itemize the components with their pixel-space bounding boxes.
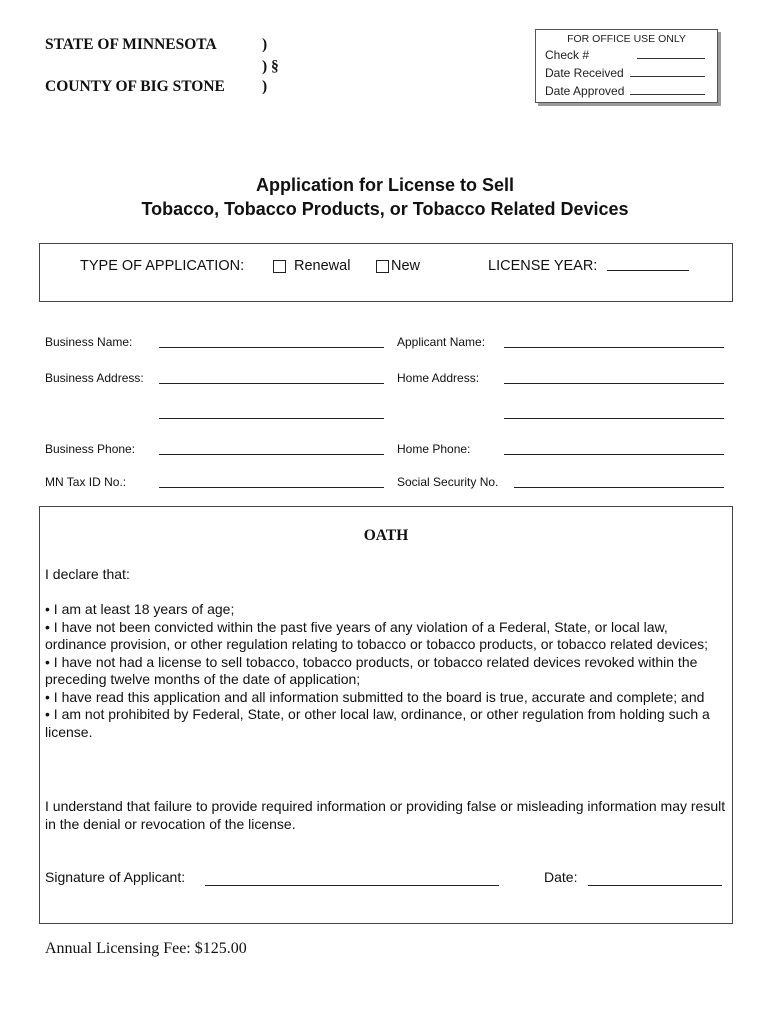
oath-list <box>45 601 730 741</box>
oath-item: • I have read this application and all information submitted to the board is true, accurate and complete; and <box>45 688 705 705</box>
home-phone-line[interactable] <box>504 454 724 455</box>
business-address-line[interactable] <box>159 383 384 384</box>
new-label: New <box>391 258 421 274</box>
office-use-box <box>535 29 718 103</box>
oath-title: OATH <box>363 527 409 544</box>
oath-item: • I have not been convicted within the past five years of any violation of a Federal, State, or local law, ordinance provision, or other regulation relating to tobacco or tobacco products, or tobacco related devices; <box>45 618 709 652</box>
oath-item: • I am not prohibited by Federal, State, or other local law, ordinance, or other regulation from holding such a license. <box>45 706 710 740</box>
ssn-label: Social Security No. <box>397 475 499 489</box>
business-address-label: Business Address: <box>45 371 144 385</box>
oath-understand: I understand that failure to provide required information or providing false or misleading information may result in the denial or revocation of the license. <box>45 798 726 832</box>
business-phone-line[interactable] <box>159 454 384 455</box>
home-address-line-2[interactable] <box>504 418 724 419</box>
signature-label: Signature of Applicant: <box>45 869 186 885</box>
signature-line[interactable] <box>205 885 499 886</box>
check-number-line[interactable] <box>637 58 705 59</box>
date-received-line[interactable] <box>630 76 705 77</box>
oath-intro: I declare that: <box>45 566 130 582</box>
date-approved-row <box>545 82 705 98</box>
date-received-row <box>545 64 705 80</box>
venue-section-mark: ) § <box>262 58 279 75</box>
venue-paren: ) <box>262 36 268 53</box>
business-phone-label: Business Phone: <box>45 442 136 456</box>
business-name-label: Business Name: <box>45 335 133 349</box>
check-number-label: Check # <box>545 48 590 62</box>
new-checkbox[interactable] <box>376 260 389 273</box>
form-title-line2: Tobacco, Tobacco Products, or Tobacco Related Devices <box>141 199 629 219</box>
date-approved-label: Date Approved <box>545 84 625 98</box>
state-label: STATE OF MINNESOTA <box>45 36 217 53</box>
applicant-name-label: Applicant Name: <box>397 335 486 349</box>
applicant-name-line[interactable] <box>504 347 724 348</box>
home-phone-label: Home Phone: <box>397 442 471 456</box>
mn-tax-id-label: MN Tax ID No.: <box>45 475 127 489</box>
home-address-line[interactable] <box>504 383 724 384</box>
venue-paren: ) <box>262 78 268 95</box>
application-type-label: TYPE OF APPLICATION: <box>80 258 245 274</box>
date-line[interactable] <box>588 885 722 886</box>
mn-tax-id-line[interactable] <box>159 487 384 488</box>
county-label: COUNTY OF BIG STONE <box>45 78 225 95</box>
date-approved-line[interactable] <box>630 94 705 95</box>
office-use-heading: FOR OFFICE USE ONLY <box>567 33 686 45</box>
date-label: Date: <box>544 869 578 885</box>
business-name-line[interactable] <box>159 347 384 348</box>
license-year-line[interactable] <box>607 270 689 271</box>
check-number-row <box>545 46 705 62</box>
home-address-label: Home Address: <box>397 371 480 385</box>
renewal-label: Renewal <box>294 258 351 274</box>
date-received-label: Date Received <box>545 66 624 80</box>
renewal-checkbox[interactable] <box>273 260 286 273</box>
oath-item: • I have not had a license to sell tobacco, tobacco products, or tobacco related devices revoked within the preceding twelve months of the date of application; <box>45 653 698 687</box>
license-year-label: LICENSE YEAR: <box>488 258 598 274</box>
oath-item: • I am at least 18 years of age; <box>45 601 235 617</box>
annual-fee: Annual Licensing Fee: $125.00 <box>45 940 247 957</box>
form-title-line1: Application for License to Sell <box>255 175 515 195</box>
ssn-line[interactable] <box>514 487 724 488</box>
business-address-line-2[interactable] <box>159 418 384 419</box>
